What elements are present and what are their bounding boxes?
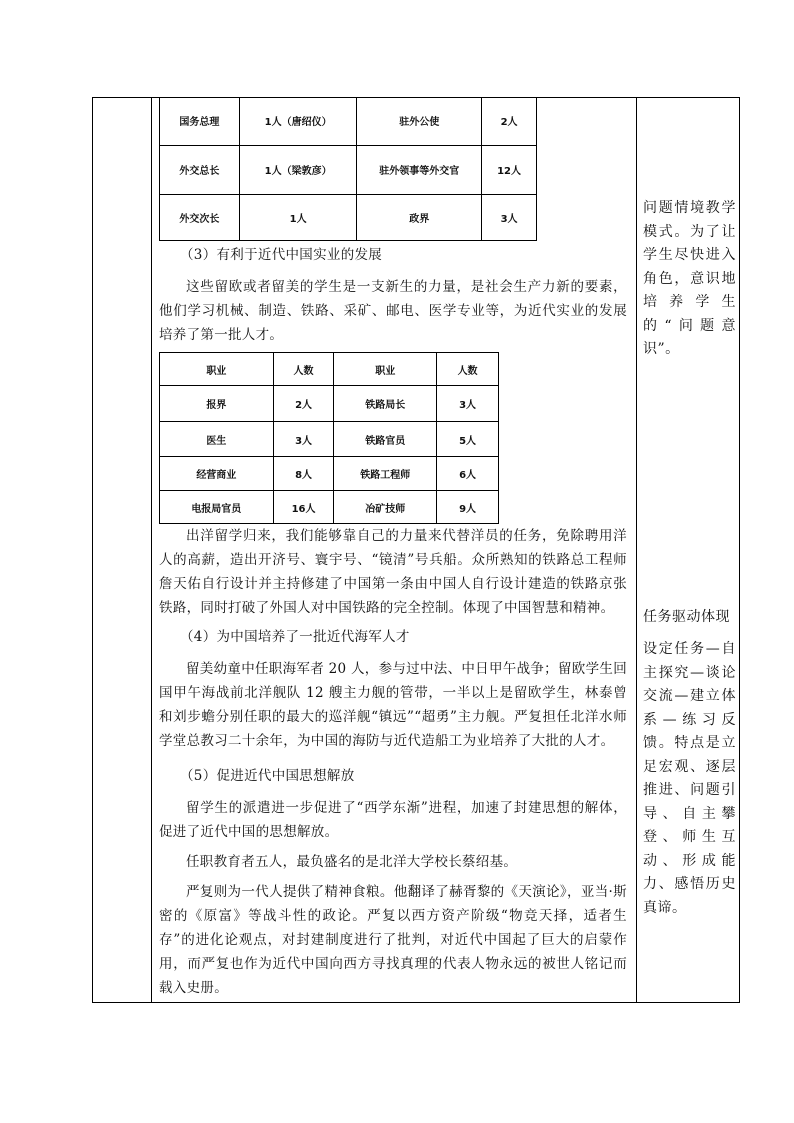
table-cell: 经营商业 — [160, 457, 274, 491]
table-cell: 铁路工程师 — [334, 457, 437, 491]
table-header-cell: 职业 — [334, 353, 437, 386]
table-header-row — [160, 353, 499, 386]
table-cell: 2人 — [482, 97, 537, 145]
table-cell: 3人 — [437, 386, 499, 422]
table-cell: 驻外公使 — [357, 97, 482, 145]
section-5-paragraph-2: 任职教育者五人，最负盛名的是北洋大学校长蔡绍基。 — [186, 854, 518, 870]
section-5-paragraph-1: 留学生的派遣进一步促进了“西学东渐”进程，加速了封建思想的解体，促进了近代中国的思想解放。 — [159, 800, 627, 840]
section-5-paragraph-3: 严复则为一代人提供了精神食粮。他翻译了赫胥黎的《天演论》，亚当·斯密的《原富》等战斗性的政论。严复以西方资产阶级“物竞天择，适者生存”的进化论观点，对封建制度进行了批判，对近代中国起了巨大的启蒙作用，而严复也作为近代中国向西方寻找真理的代表人物永远的被世人铭记而载入史册。 — [159, 884, 627, 996]
table-cell: 9人 — [437, 491, 499, 524]
table-cell: 国务总理 — [160, 97, 240, 145]
outer-table-col-divider-2 — [636, 97, 637, 1003]
table-occupations — [159, 352, 499, 524]
section-4-heading: （4）为中国培养了一批近代海军人才 — [180, 629, 410, 645]
section-5-heading: （5）促进近代中国思想解放 — [180, 768, 355, 784]
outer-table-left-border — [92, 97, 93, 1003]
table-cell: 3人 — [482, 194, 537, 240]
table-row — [160, 386, 499, 422]
table-row — [160, 422, 499, 457]
section-3-heading: （3）有利于近代中国实业的发展 — [180, 247, 383, 263]
table-cell: 1人 — [239, 194, 357, 240]
table-header-cell: 人数 — [273, 353, 334, 386]
sidebar-note-task-driven: 设定任务—自主探究—谈论交流—建立体系—练习反馈。特点是立足宏观、逐层推进、问题引导、自主攀登、师生互动、形成能力、感悟历史真谛。 — [643, 641, 736, 916]
table-cell: 医生 — [160, 422, 274, 457]
table-cell: 16人 — [273, 491, 334, 524]
paragraph-ships-railway: 出洋留学归来，我们能够靠自己的力量来代替洋员的任务，免除聘用洋人的高薪，造出开济号、寰宇号、“镜清”号兵船。众所熟知的铁路总工程师詹天佑自行设计并主持修建了中国第一条由中国人自行设计建造的铁路京张铁路，同时打破了外国人对中国铁路的完全控制。体现了中国智慧和精神。 — [159, 528, 627, 616]
outer-table-col-divider-1 — [151, 97, 152, 1003]
sidebar-note-task-driven-title: 任务驱动体现 — [643, 609, 730, 625]
table-cell: 冶矿技师 — [334, 491, 437, 524]
table-cell: 外交次长 — [160, 194, 240, 240]
table-cell: 5人 — [437, 422, 499, 457]
table-cell: 外交总长 — [160, 145, 240, 194]
table-cell: 12人 — [482, 145, 537, 194]
table-cell: 8人 — [273, 457, 334, 491]
table-cell: 报界 — [160, 386, 274, 422]
table-cell: 电报局官员 — [160, 491, 274, 524]
section-4-paragraph: 留美幼童中任职海军者 20 人，参与过中法、中日甲午战争；留欧学生回国甲午海战前北洋舰队 12 艘主力舰的管带，一半以上是留欧学生，林泰曾和刘步蟾分别任职的最大的巡洋舰“镇远”“超勇”主力舰。严复担任北洋水师学堂总教习二十余年，为中国的海防与近代造船工为业培养了大批的人才。 — [159, 661, 627, 749]
outer-table-bottom-border — [92, 1002, 740, 1003]
table-row — [160, 145, 537, 194]
table-cell: 政界 — [357, 194, 482, 240]
table-cell: 6人 — [437, 457, 499, 491]
table-row — [160, 491, 499, 524]
table-cell: 铁路官员 — [334, 422, 437, 457]
table-officials — [159, 97, 537, 241]
sidebar-note-problem-situation: 问题情境教学模式。为了让学生尽快进入角色，意识地培养学生的“问题意识”。 — [643, 200, 736, 357]
table-cell: 2人 — [273, 386, 334, 422]
table-row — [160, 457, 499, 491]
section-3-paragraph: 这些留欧或者留美的学生是一支新生的力量，是社会生产力新的要素，他们学习机械、制造、铁路、采矿、邮电、医学专业等，为近代实业的发展培养了第一批人才。 — [159, 279, 627, 343]
outer-table-right-border — [739, 97, 740, 1003]
table-row — [160, 194, 537, 240]
table-cell: 驻外领事等外交官 — [357, 145, 482, 194]
table-header-cell: 职业 — [160, 353, 274, 386]
table-header-cell: 人数 — [437, 353, 499, 386]
table-cell: 1人（唐绍仪） — [239, 97, 357, 145]
table-cell: 铁路局长 — [334, 386, 437, 422]
table-cell: 1人（梁敦彦） — [239, 145, 357, 194]
table-cell: 3人 — [273, 422, 334, 457]
table-row — [160, 97, 537, 145]
